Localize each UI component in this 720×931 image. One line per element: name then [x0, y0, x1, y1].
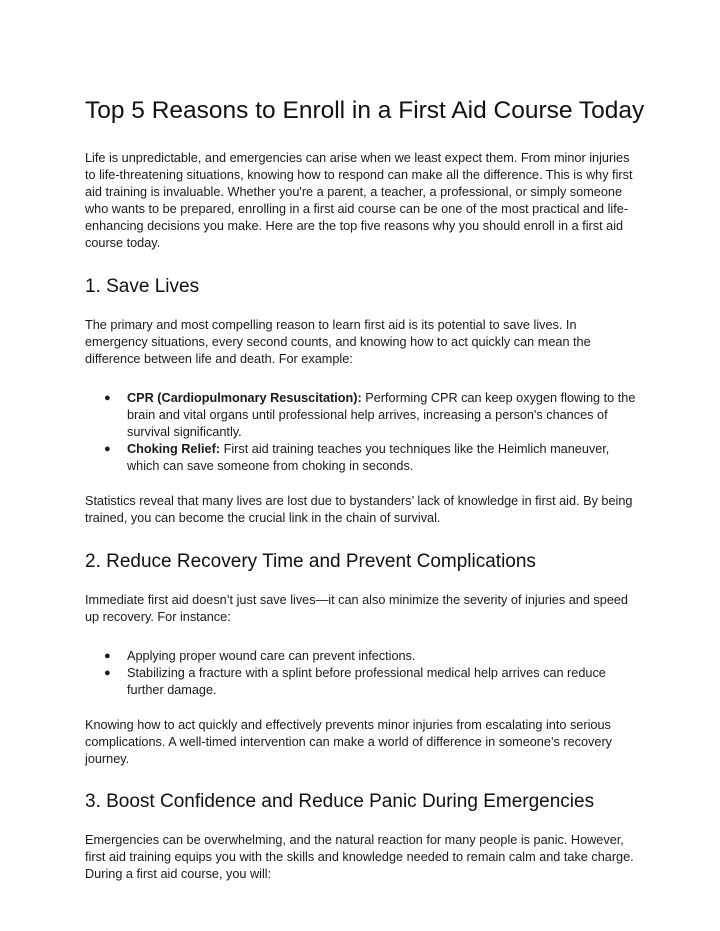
section-1-list [85, 390, 640, 475]
list-item-bold: Choking Relief: [127, 442, 221, 457]
bullet-icon: ● [104, 666, 111, 679]
bullet-icon: ● [104, 391, 111, 404]
list-item-bold: CPR (Cardiopulmonary Resuscitation): [127, 390, 362, 405]
section-1-closing: Statistics reveal that many lives are lost due to bystanders’ lack of knowledge in first aid. By being trained, you can become the crucial link in the chain of survival. [85, 494, 633, 526]
bullet-icon: ● [104, 443, 111, 456]
intro-paragraph: Life is unpredictable, and emergencies can arise when we least expect them. From minor injuries to life-threatening situations, knowing how to respond can make all the difference. This is why first aid training is invaluable. Whether you're a parent, a teacher, a professional, or simply someone who wants to be prepared, enrolling in a first aid course can be one of the most practical and life-enhancing decisions you make. Here are the top five reasons why you should enroll in a first aid course today. [85, 151, 633, 251]
section-2-closing: Knowing how to act quickly and effectively prevents minor injuries from escalating into serious complications. A well-timed intervention can make a world of difference in someone’s recovery journey. [85, 717, 613, 767]
list-item [85, 390, 640, 441]
list-item [85, 665, 640, 699]
list-item-text: Performing CPR can keep oxygen flowing to the brain and vital organs until professional help arrives, increasing a person's chances of survival significantly. [127, 390, 636, 440]
list-item [85, 441, 640, 475]
list-item-text: First aid training teaches you techniques like the Heimlich maneuver, which can save someone from choking in seconds. [127, 442, 610, 474]
section-1-lead: The primary and most compelling reason to learn first aid is its potential to save lives. In emergency situations, every second counts, and knowing how to act quickly can mean the difference between life and death. For example: [85, 317, 591, 366]
list-item [85, 648, 640, 665]
section-heading-boost-confidence: 3. Boost Confidence and Reduce Panic During Emergencies [85, 791, 595, 813]
list-item-text: Stabilizing a fracture with a splint before professional medical help arrives can reduce further damage. [127, 665, 606, 697]
bullet-icon: ● [104, 649, 111, 662]
section-2-list [85, 648, 640, 699]
page-title: Top 5 Reasons to Enroll in a First Aid Course Today [85, 97, 645, 124]
section-heading-reduce-recovery: 2. Reduce Recovery Time and Prevent Complications [85, 550, 536, 572]
list-item-text: Applying proper wound care can prevent infections. [127, 648, 416, 663]
section-3-lead: Emergencies can be overwhelming, and the natural reaction for many people is panic. However, first aid training equips you with the skills and knowledge needed to remain calm and take charge. During a first aid course, you will: [85, 833, 634, 882]
section-2-lead: Immediate first aid doesn’t just save lives—it can also minimize the severity of injuries and speed up recovery. For instance: [85, 592, 628, 624]
section-heading-save-lives: 1. Save Lives [85, 275, 200, 297]
